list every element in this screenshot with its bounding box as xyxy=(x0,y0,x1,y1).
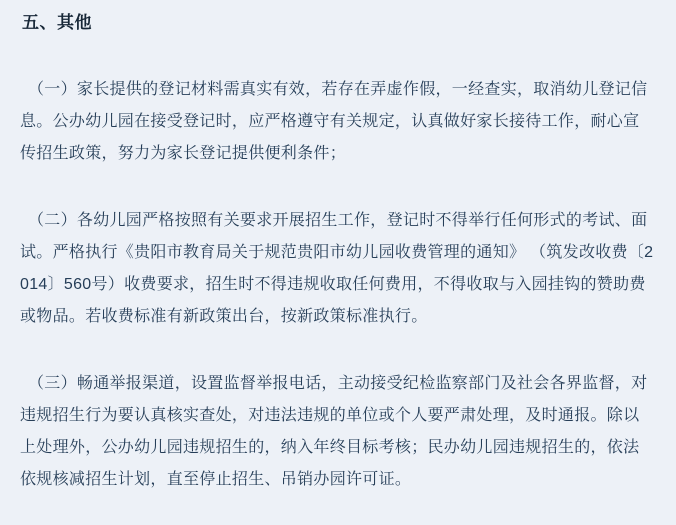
paragraph-three: （三）畅通举报渠道，设置监督举报电话，主动接受纪检监察部门及社会各界监督，对违规招生行为要认真核实查处，对违法违规的单位或个人要严肃处理，及时通报。除以上处理外，公办幼儿园违规招生的，纳入年终目标考核；民办幼儿园违规招生的，依法依规核减招生计划，直至停止招生、吊销办园许可证。 xyxy=(20,375,648,488)
paragraph-two: （二）各幼儿园严格按照有关要求开展招生工作，登记时不得举行任何形式的考试、面试。严格执行《贵阳市教育局关于规范贵阳市幼儿园收费管理的通知》 （筑发改收费〔2014〕560号）收费要求，招生时不得违规收取任何费用，不得收取与入园挂钩的赞助费或物品。若收费标准有新政策出台，按新政策标准执行。 xyxy=(20,212,654,325)
section-title: 五、其他 xyxy=(22,13,92,32)
paragraph-one: （一）家长提供的登记材料需真实有效，若存在弄虚作假，一经查实，取消幼儿登记信息。公办幼儿园在接受登记时，应严格遵守有关规定，认真做好家长接待工作，耐心宣传招生政策，努力为家长登记提供便利条件； xyxy=(20,81,648,162)
